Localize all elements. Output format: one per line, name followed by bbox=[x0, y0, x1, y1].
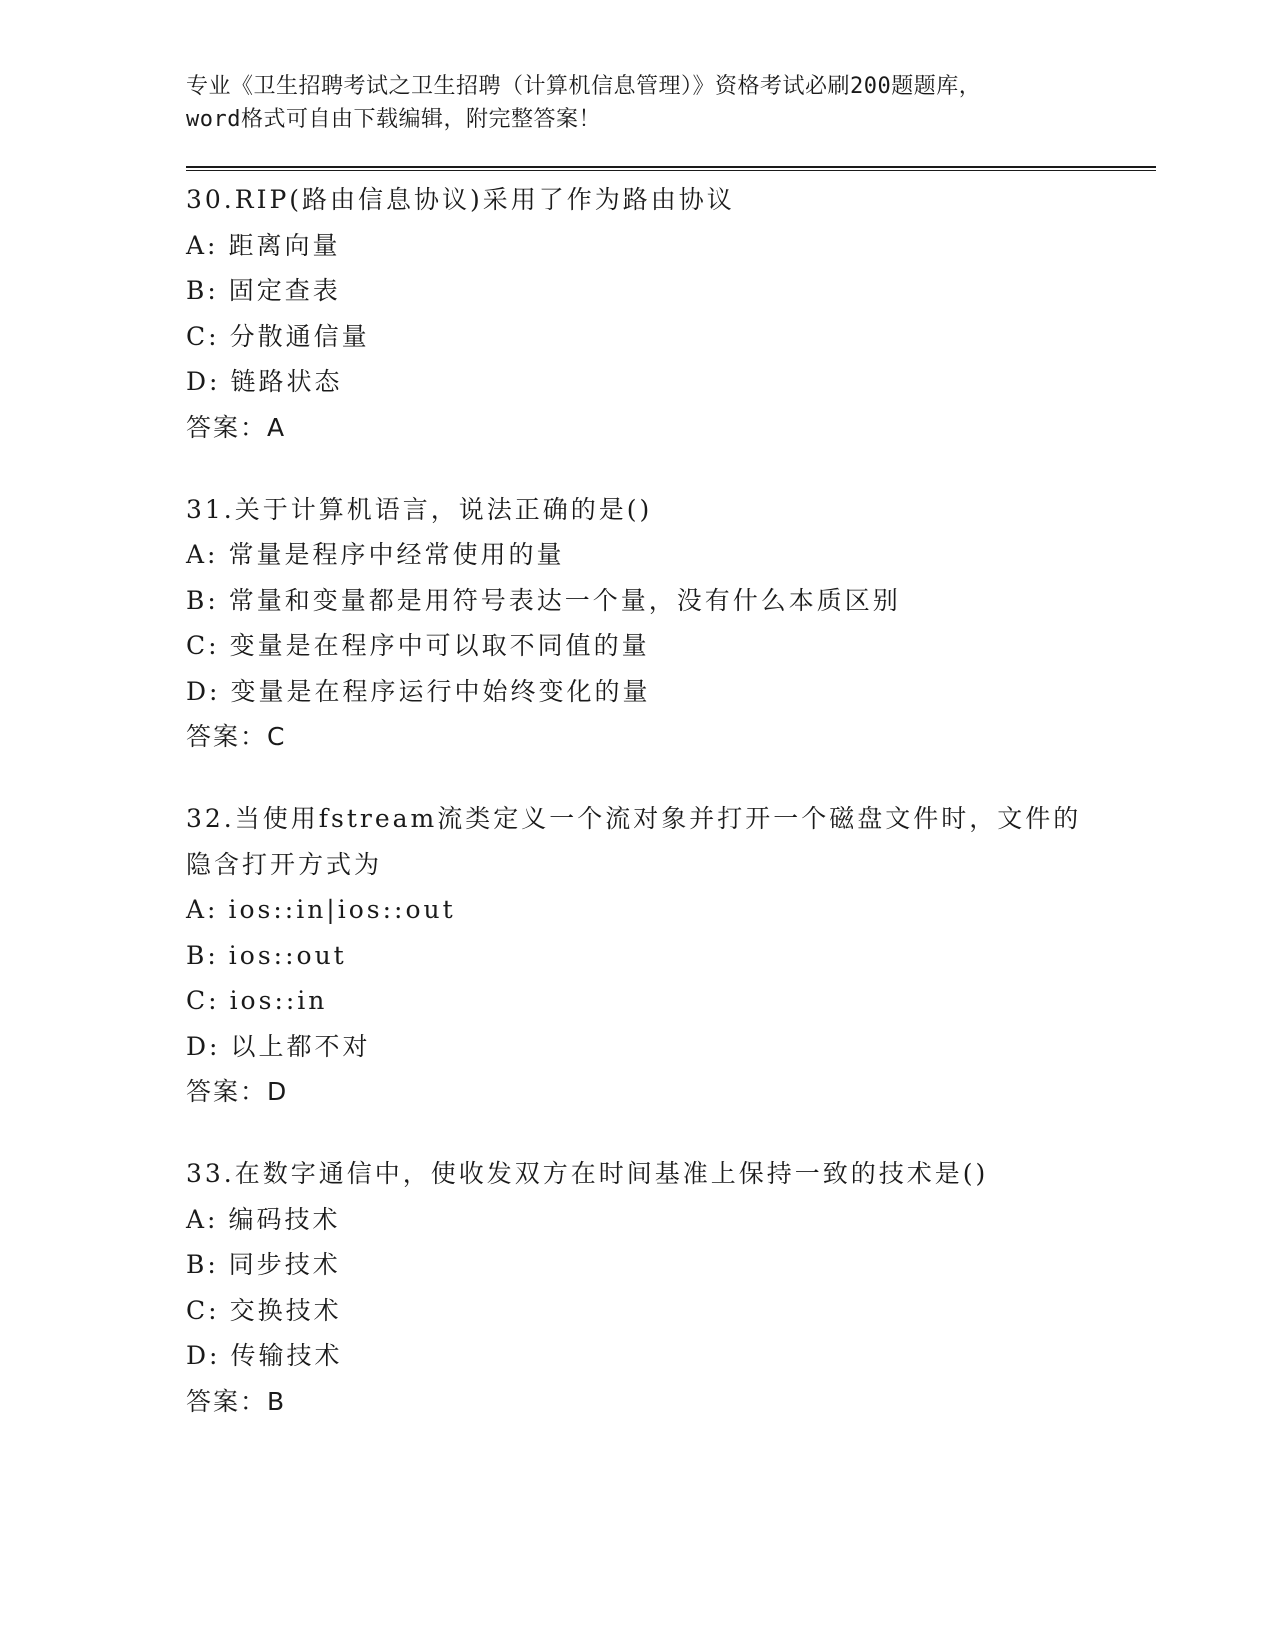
option-letter: A: bbox=[186, 1204, 219, 1234]
option-text: ios::out bbox=[228, 940, 347, 970]
option-a bbox=[186, 1197, 1156, 1243]
answer-line: 答案：D bbox=[186, 1077, 289, 1106]
option-letter: D: bbox=[186, 1341, 221, 1370]
option-c bbox=[186, 978, 1156, 1024]
header-line-2: word格式可自由下载编辑，附完整答案！ bbox=[186, 107, 601, 132]
option-letter: B: bbox=[186, 276, 219, 305]
question-31 bbox=[186, 487, 1156, 761]
option-text: 传输技术 bbox=[230, 1341, 343, 1370]
option-text: 以上都不对 bbox=[230, 1031, 371, 1061]
option-text: 变量是在程序运行中始终变化的量 bbox=[230, 676, 651, 706]
option-c bbox=[186, 623, 1156, 669]
option-letter: C: bbox=[186, 631, 220, 660]
question-30 bbox=[186, 177, 1156, 451]
option-letter: B: bbox=[186, 940, 219, 970]
option-text: 链路状态 bbox=[230, 367, 343, 396]
option-b bbox=[186, 1242, 1156, 1288]
option-letter: A: bbox=[186, 895, 219, 924]
document-page bbox=[186, 70, 1156, 1461]
header-divider bbox=[186, 166, 1156, 171]
option-letter: C: bbox=[186, 321, 220, 351]
option-letter: A: bbox=[186, 540, 219, 569]
option-b bbox=[186, 268, 1156, 314]
answer-line: 答案：A bbox=[186, 412, 287, 442]
option-letter: C: bbox=[186, 986, 220, 1015]
option-text: 变量是在程序中可以取不同值的量 bbox=[229, 631, 650, 660]
question-stem: 33.在数字通信中，使收发双方在时间基准上保持一致的技术是() bbox=[186, 1159, 989, 1188]
option-letter: B: bbox=[186, 1250, 219, 1279]
option-d bbox=[186, 669, 1156, 715]
option-a bbox=[186, 887, 1156, 933]
option-b bbox=[186, 578, 1156, 624]
question-33 bbox=[186, 1151, 1156, 1425]
option-b bbox=[186, 933, 1156, 979]
option-letter: D: bbox=[186, 1031, 221, 1061]
option-letter: D: bbox=[186, 367, 221, 396]
option-text: 距离向量 bbox=[228, 230, 341, 260]
option-letter: C: bbox=[186, 1295, 220, 1325]
option-d bbox=[186, 1024, 1156, 1070]
question-list bbox=[186, 177, 1156, 1425]
question-32 bbox=[186, 796, 1156, 1115]
option-text: 常量和变量都是用符号表达一个量，没有什么本质区别 bbox=[228, 585, 901, 615]
option-text: 编码技术 bbox=[228, 1204, 341, 1234]
option-c bbox=[186, 1288, 1156, 1334]
question-stem: 31.关于计算机语言，说法正确的是() bbox=[186, 494, 653, 524]
document-header bbox=[186, 70, 1156, 136]
option-text: 固定查表 bbox=[228, 276, 341, 305]
option-d bbox=[186, 359, 1156, 405]
option-letter: A: bbox=[186, 230, 219, 260]
option-d bbox=[186, 1333, 1156, 1379]
option-text: ios::in bbox=[229, 986, 328, 1015]
answer-line: 答案：C bbox=[186, 722, 287, 751]
option-letter: B: bbox=[186, 585, 219, 615]
option-text: ios::in|ios::out bbox=[228, 895, 456, 924]
question-stem: 32.当使用fstream流类定义一个流对象并打开一个磁盘文件时，文件的隐含打开方式为 bbox=[186, 804, 1082, 879]
option-text: 常量是程序中经常使用的量 bbox=[228, 540, 565, 569]
question-stem: 30.RIP(路由信息协议)采用了作为路由协议 bbox=[186, 185, 735, 214]
option-text: 同步技术 bbox=[228, 1250, 341, 1279]
answer-line: 答案：B bbox=[186, 1386, 287, 1416]
option-a bbox=[186, 223, 1156, 269]
option-c bbox=[186, 314, 1156, 360]
option-text: 分散通信量 bbox=[229, 321, 370, 351]
header-line-1: 专业《卫生招聘考试之卫生招聘（计算机信息管理）》资格考试必刷200题题库， bbox=[186, 74, 982, 99]
option-letter: D: bbox=[186, 676, 221, 706]
option-a bbox=[186, 532, 1156, 578]
option-text: 交换技术 bbox=[229, 1295, 342, 1325]
